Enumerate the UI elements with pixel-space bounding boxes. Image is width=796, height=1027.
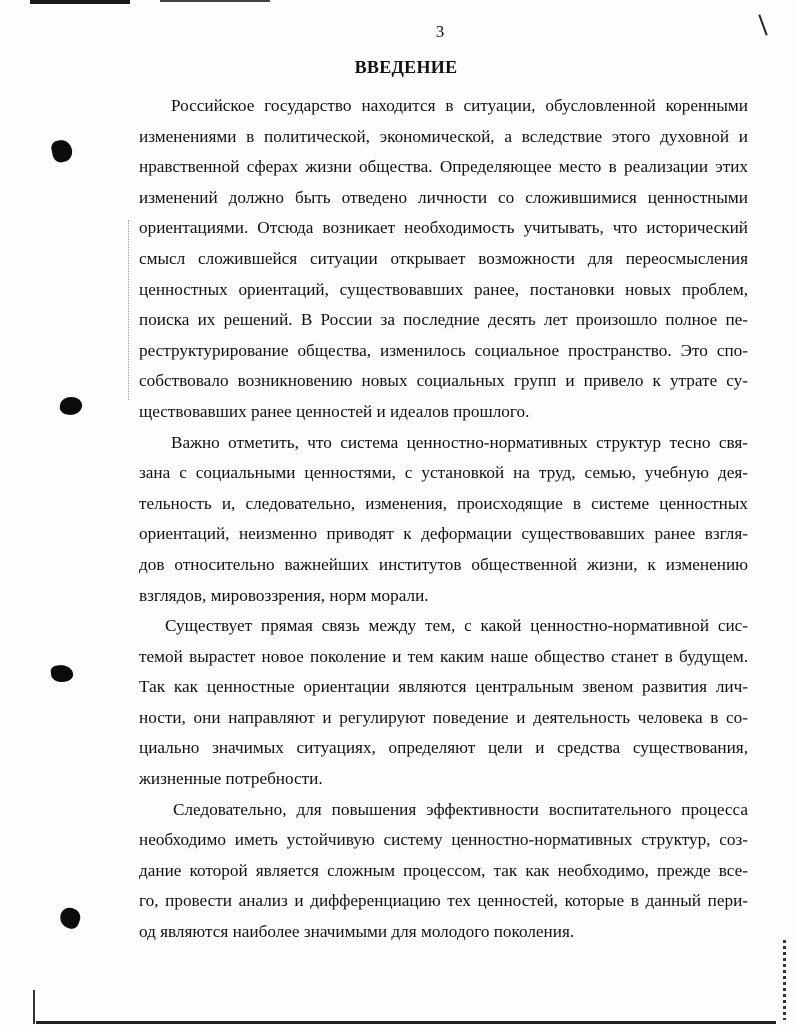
text-line: ценностных ориентаций, существовавших ранее, постановки новых проблем,	[139, 279, 748, 299]
paragraph	[139, 428, 748, 612]
scan-artifact	[128, 220, 130, 400]
text-line: ориентациями. Отсюда возникает необходимость учитывать, что исторический	[139, 218, 748, 238]
paragraph	[139, 611, 748, 795]
text-line: дание которой является сложным процессом, так как необходимо, прежде все-	[139, 860, 748, 880]
binding-hole-mark	[50, 138, 74, 164]
paragraph	[139, 795, 748, 948]
page-number: 3	[435, 22, 445, 41]
text-line: Так как ценностные ориентации являются центральным звеном развития лич-	[139, 677, 748, 697]
text-line: ориентаций, неизменно приводят к деформации существовавших ранее взгля-	[139, 524, 748, 544]
scan-edge-mark	[160, 0, 270, 2]
text-line: од являются наиболее значимыми для молодого поколения.	[139, 922, 575, 942]
binding-hole-mark	[50, 664, 74, 683]
text-line: ществовавших ранее ценностей и идеалов прошлого.	[139, 401, 530, 421]
text-line: собствовало возникновению новых социальных групп и привело к утрате су-	[139, 371, 748, 391]
page-title: ВВЕДЕНИЕ	[354, 57, 458, 77]
body-text	[139, 91, 748, 948]
text-line: нравственной сферах жизни общества. Определяющее место в реализации этих	[139, 157, 748, 177]
text-line: Существует прямая связь между тем, с какой ценностно-нормативной сис-	[165, 616, 748, 636]
scan-artifact	[783, 940, 786, 1020]
text-line: необходимо иметь устойчивую систему ценностно-нормативных структур, соз-	[139, 830, 748, 850]
text-line: циально значимых ситуациях, определяют цели и средства существования,	[139, 738, 748, 758]
text-line: изменениями в политической, экономической, а вследствие этого духовной и	[139, 126, 748, 146]
binding-hole-mark	[59, 396, 83, 417]
scan-artifact	[33, 990, 35, 1024]
text-line: взглядов, мировоззрения, норм морали.	[139, 585, 429, 605]
scan-edge-mark	[30, 0, 130, 4]
text-line: дов относительно важнейших институтов общественной жизни, к изменению	[139, 554, 748, 574]
paragraph	[139, 91, 748, 428]
text-line: жизненные потребности.	[139, 769, 323, 789]
text-line: ности, они направляют и регулируют поведение и деятельность человека в со-	[139, 707, 748, 727]
text-line: тельность и, следовательно, изменения, происходящие в системе ценностных	[139, 493, 748, 513]
text-line: Следовательно, для повышения эффективности воспитательного процесса	[173, 799, 748, 819]
text-line: поиска их решений. В России за последние десять лет произошло полное пе-	[139, 310, 748, 330]
text-line: Российское государство находится в ситуации, обусловленной коренными	[171, 96, 748, 115]
text-line: смысл сложившейся ситуации открывает возможности для переосмысления	[139, 248, 748, 268]
text-line: зана с социальными ценностями, с установкой на труд, семью, учебную дея-	[139, 463, 748, 483]
text-line: го, провести анализ и дифференциацию тех ценностей, которые в данный пери-	[139, 891, 748, 911]
text-line: изменений должно быть отведено личности со сложившимися ценностными	[139, 187, 748, 207]
binding-hole-mark	[57, 905, 83, 931]
scan-edge-mark	[36, 1021, 776, 1024]
text-line: Важно отметить, что система ценностно-нормативных структур тесно свя-	[171, 432, 748, 452]
text-line: темой вырастет новое поколение и тем каким наше общество станет в будущем.	[139, 646, 748, 666]
text-line: реструктурирование общества, изменилось социальное пространство. Это спо-	[139, 340, 748, 360]
